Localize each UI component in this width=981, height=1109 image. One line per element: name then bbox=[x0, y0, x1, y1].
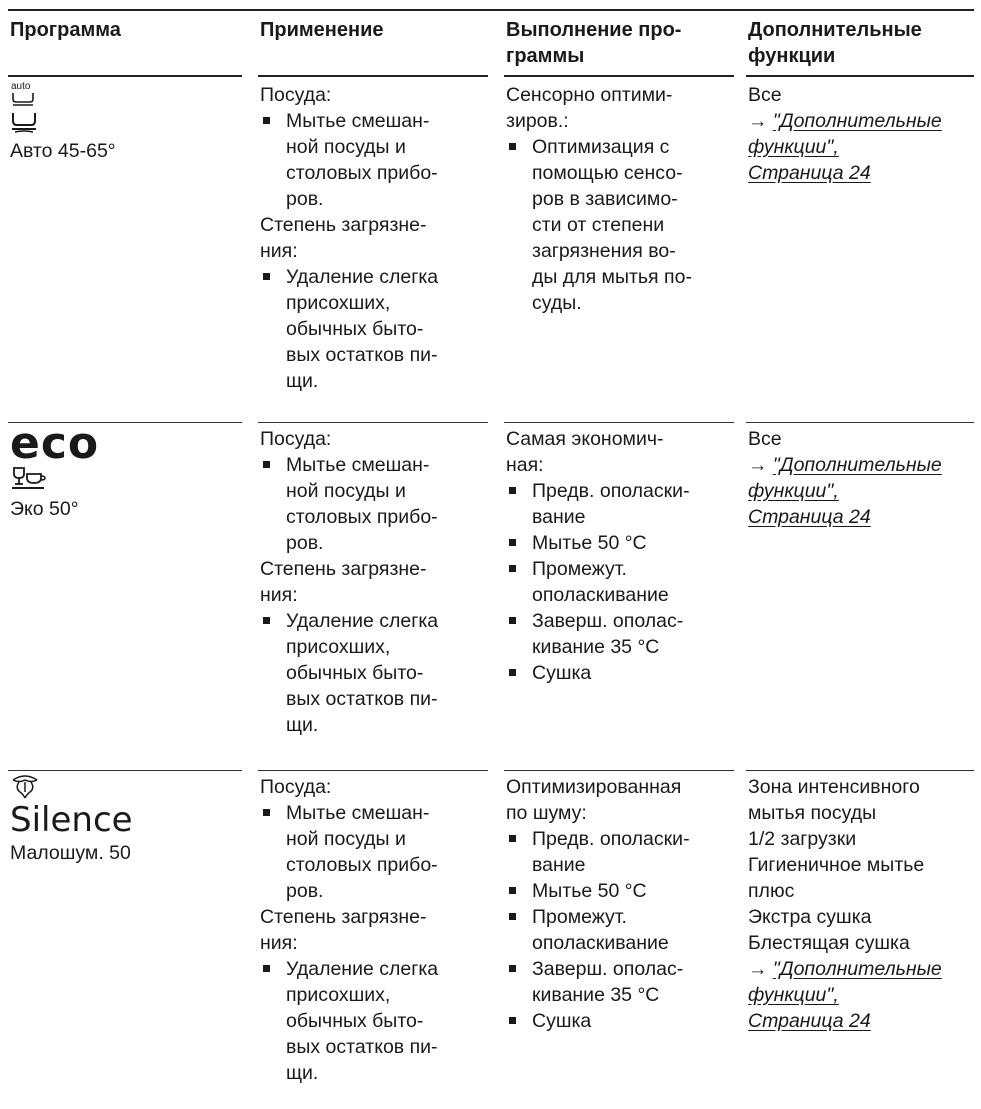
extra-reference-link[interactable] bbox=[748, 108, 980, 134]
silence-logo: Silence bbox=[10, 800, 133, 840]
bullet-line: вание bbox=[532, 854, 586, 876]
bullet-square-icon bbox=[509, 835, 516, 842]
bullet-line: загрязнения во- bbox=[532, 240, 676, 262]
application-heading: Посуда: bbox=[260, 84, 332, 106]
execution-bullet bbox=[506, 904, 734, 956]
bullet-line: вых остатков пи- bbox=[286, 1036, 438, 1058]
bullet-square-icon bbox=[263, 117, 270, 124]
bullet-line: присохших, bbox=[286, 636, 391, 658]
bullet-line: Заверш. ополас- bbox=[532, 958, 684, 980]
arrow-right-icon: → bbox=[748, 110, 768, 132]
arrow-right-icon: → bbox=[748, 958, 768, 980]
row-rule bbox=[258, 422, 488, 423]
extra-line: Гигиеничное мытье bbox=[748, 854, 925, 876]
header-execution bbox=[506, 17, 734, 69]
row-silence-application bbox=[260, 774, 488, 1086]
auto-dish-icon bbox=[10, 80, 40, 134]
bullet-line: обычных быто- bbox=[286, 662, 424, 684]
row-rule bbox=[504, 422, 734, 423]
header-program-label: Программа bbox=[10, 19, 121, 41]
bullet-square-icon bbox=[509, 965, 516, 972]
reference-page[interactable]: Страница 24 bbox=[748, 506, 871, 528]
auto-label: auto bbox=[11, 81, 31, 92]
row-rule bbox=[8, 770, 242, 771]
reference-page[interactable]: Страница 24 bbox=[748, 162, 871, 184]
row-eco-extra bbox=[748, 426, 980, 530]
bullet-line: Заверш. ополас- bbox=[532, 610, 684, 632]
bullet-line: столовых прибо- bbox=[286, 854, 438, 876]
bullet-line: обычных быто- bbox=[286, 1010, 424, 1032]
program-name: Эко 50° bbox=[10, 498, 79, 520]
extra-line: Все bbox=[748, 84, 782, 106]
header-extra-line: Дополнительные bbox=[748, 19, 922, 41]
bullet-line: Мытье 50 °C bbox=[532, 880, 647, 902]
bullet-line: ной посуды и bbox=[286, 828, 406, 850]
application-bullet bbox=[260, 608, 488, 738]
bullet-line: суды. bbox=[532, 292, 582, 314]
bullet-line: ной посуды и bbox=[286, 136, 406, 158]
bullet-line: Сушка bbox=[532, 662, 592, 684]
row-rule bbox=[258, 770, 488, 771]
extra-line: плюс bbox=[748, 880, 795, 902]
header-rule bbox=[504, 75, 734, 77]
header-execution-line: граммы bbox=[506, 45, 585, 67]
bullet-line: столовых прибо- bbox=[286, 162, 438, 184]
bullet-line: Промежут. bbox=[532, 906, 627, 928]
application-heading: ния: bbox=[260, 584, 298, 606]
bullet-square-icon bbox=[509, 143, 516, 150]
bullet-line: ров. bbox=[286, 532, 324, 554]
bullet-square-icon bbox=[263, 461, 270, 468]
bullet-line: Мытье 50 °C bbox=[532, 532, 647, 554]
bullet-line: ров в зависимо- bbox=[532, 188, 678, 210]
header-application bbox=[260, 17, 488, 43]
row-eco-program bbox=[10, 418, 242, 522]
bullet-square-icon bbox=[509, 669, 516, 676]
row-silence-extra bbox=[748, 774, 980, 1034]
extra-line: мытья посуды bbox=[748, 802, 877, 824]
execution-bullet bbox=[506, 956, 734, 1008]
application-bullet bbox=[260, 452, 488, 556]
application-heading: Посуда: bbox=[260, 776, 332, 798]
header-rule bbox=[746, 75, 974, 77]
table-top-rule bbox=[8, 9, 974, 11]
extra-line: 1/2 загрузки bbox=[748, 828, 857, 850]
bullet-line: ополаскивание bbox=[532, 584, 669, 606]
bullet-square-icon bbox=[509, 887, 516, 894]
bullet-line: кивание 35 °C bbox=[532, 984, 660, 1006]
bullet-line: Удаление слегка bbox=[286, 958, 439, 980]
bullet-line: Оптимизация с bbox=[532, 136, 670, 158]
arrow-right-icon: → bbox=[748, 454, 768, 476]
bullet-square-icon bbox=[509, 617, 516, 624]
bullet-line: щи. bbox=[286, 714, 319, 736]
execution-bullet bbox=[506, 530, 734, 556]
header-rule bbox=[8, 75, 242, 77]
execution-intro: Самая экономич- bbox=[506, 428, 664, 450]
extra-reference-link[interactable] bbox=[748, 956, 980, 982]
bullet-line: Предв. ополаски- bbox=[532, 480, 690, 502]
bullet-line: Сушка bbox=[532, 1010, 592, 1032]
execution-intro: Оптимизированная bbox=[506, 776, 682, 798]
bullet-square-icon bbox=[509, 565, 516, 572]
application-bullet bbox=[260, 264, 488, 394]
bullet-line: ды для мытья по- bbox=[532, 266, 692, 288]
reference-text[interactable]: функции", bbox=[748, 480, 839, 502]
row-rule bbox=[504, 770, 734, 771]
bullet-line: сти от степени bbox=[532, 214, 665, 236]
bullet-line: Удаление слегка bbox=[286, 266, 439, 288]
header-extra-line: функции bbox=[748, 45, 836, 67]
application-heading: Степень загрязне- bbox=[260, 906, 427, 928]
bullet-line: помощью сенсо- bbox=[532, 162, 683, 184]
bullet-square-icon bbox=[263, 273, 270, 280]
row-auto-execution bbox=[506, 82, 734, 316]
bullet-line: Промежут. bbox=[532, 558, 627, 580]
application-heading: ния: bbox=[260, 240, 298, 262]
extra-line: Все bbox=[748, 428, 782, 450]
row-auto-program bbox=[10, 80, 242, 164]
application-heading: ния: bbox=[260, 932, 298, 954]
execution-bullet bbox=[506, 878, 734, 904]
header-rule bbox=[258, 75, 488, 77]
bullet-line: столовых прибо- bbox=[286, 506, 438, 528]
program-name: Малошум. 50 bbox=[10, 842, 131, 864]
bullet-line: ров. bbox=[286, 880, 324, 902]
silence-ear-icon bbox=[10, 774, 40, 800]
execution-intro: Сенсорно оптими- bbox=[506, 84, 673, 106]
bullet-square-icon bbox=[509, 913, 516, 920]
bullet-line: присохших, bbox=[286, 984, 391, 1006]
bullet-line: ной посуды и bbox=[286, 480, 406, 502]
bullet-line: Предв. ополаски- bbox=[532, 828, 690, 850]
application-heading: Степень загрязне- bbox=[260, 558, 427, 580]
row-silence-program bbox=[10, 774, 242, 866]
row-eco-execution bbox=[506, 426, 734, 686]
bullet-line: Удаление слегка bbox=[286, 610, 439, 632]
row-rule bbox=[746, 422, 974, 423]
execution-bullet bbox=[506, 478, 734, 530]
bullet-square-icon bbox=[263, 809, 270, 816]
bullet-square-icon bbox=[509, 539, 516, 546]
header-execution-line: Выполнение про- bbox=[506, 19, 682, 41]
header-extra bbox=[748, 17, 980, 69]
extra-line: Блестящая сушка bbox=[748, 932, 910, 954]
application-bullet bbox=[260, 108, 488, 212]
reference-text: "Дополнительные bbox=[772, 958, 942, 980]
reference-text[interactable]: функции", bbox=[748, 136, 839, 158]
header-application-label: Применение bbox=[260, 19, 384, 41]
bullet-line: присохших, bbox=[286, 292, 391, 314]
execution-bullet bbox=[506, 660, 734, 686]
extra-reference-link[interactable] bbox=[748, 452, 980, 478]
row-auto-application bbox=[260, 82, 488, 394]
execution-bullet bbox=[506, 134, 734, 316]
application-heading: Посуда: bbox=[260, 428, 332, 450]
row-silence-execution bbox=[506, 774, 734, 1034]
bullet-line: ополаскивание bbox=[532, 932, 669, 954]
execution-bullet bbox=[506, 1008, 734, 1034]
bullet-line: вание bbox=[532, 506, 586, 528]
execution-intro: зиров.: bbox=[506, 110, 569, 132]
reference-text: "Дополнительные bbox=[772, 454, 942, 476]
row-rule bbox=[746, 770, 974, 771]
reference-text[interactable]: функции", bbox=[748, 984, 839, 1006]
execution-intro: ная: bbox=[506, 454, 544, 476]
bullet-line: Мытье смешан- bbox=[286, 454, 430, 476]
reference-page[interactable]: Страница 24 bbox=[748, 1010, 871, 1032]
bullet-line: щи. bbox=[286, 1062, 319, 1084]
reference-text: "Дополнительные bbox=[772, 110, 942, 132]
row-auto-extra bbox=[748, 82, 980, 186]
application-bullet bbox=[260, 956, 488, 1086]
bullet-square-icon bbox=[263, 965, 270, 972]
bullet-line: щи. bbox=[286, 370, 319, 392]
bullet-square-icon bbox=[509, 487, 516, 494]
extra-line: Экстра сушка bbox=[748, 906, 872, 928]
application-bullet bbox=[260, 800, 488, 904]
bullet-line: вых остатков пи- bbox=[286, 344, 438, 366]
bullet-line: Мытье смешан- bbox=[286, 110, 430, 132]
application-heading: Степень загрязне- bbox=[260, 214, 427, 236]
bullet-line: обычных быто- bbox=[286, 318, 424, 340]
program-name: Авто 45-65° bbox=[10, 140, 116, 162]
bullet-line: вых остатков пи- bbox=[286, 688, 438, 710]
header-program bbox=[10, 17, 242, 43]
execution-bullet bbox=[506, 608, 734, 660]
extra-line: Зона интенсивного bbox=[748, 776, 920, 798]
eco-logo: eco bbox=[10, 418, 100, 469]
bullet-square-icon bbox=[509, 1017, 516, 1024]
execution-bullet bbox=[506, 556, 734, 608]
bullet-line: ров. bbox=[286, 188, 324, 210]
bullet-square-icon bbox=[263, 617, 270, 624]
execution-intro: по шуму: bbox=[506, 802, 587, 824]
row-eco-application bbox=[260, 426, 488, 738]
bullet-line: Мытье смешан- bbox=[286, 802, 430, 824]
execution-bullet bbox=[506, 826, 734, 878]
bullet-line: кивание 35 °C bbox=[532, 636, 660, 658]
